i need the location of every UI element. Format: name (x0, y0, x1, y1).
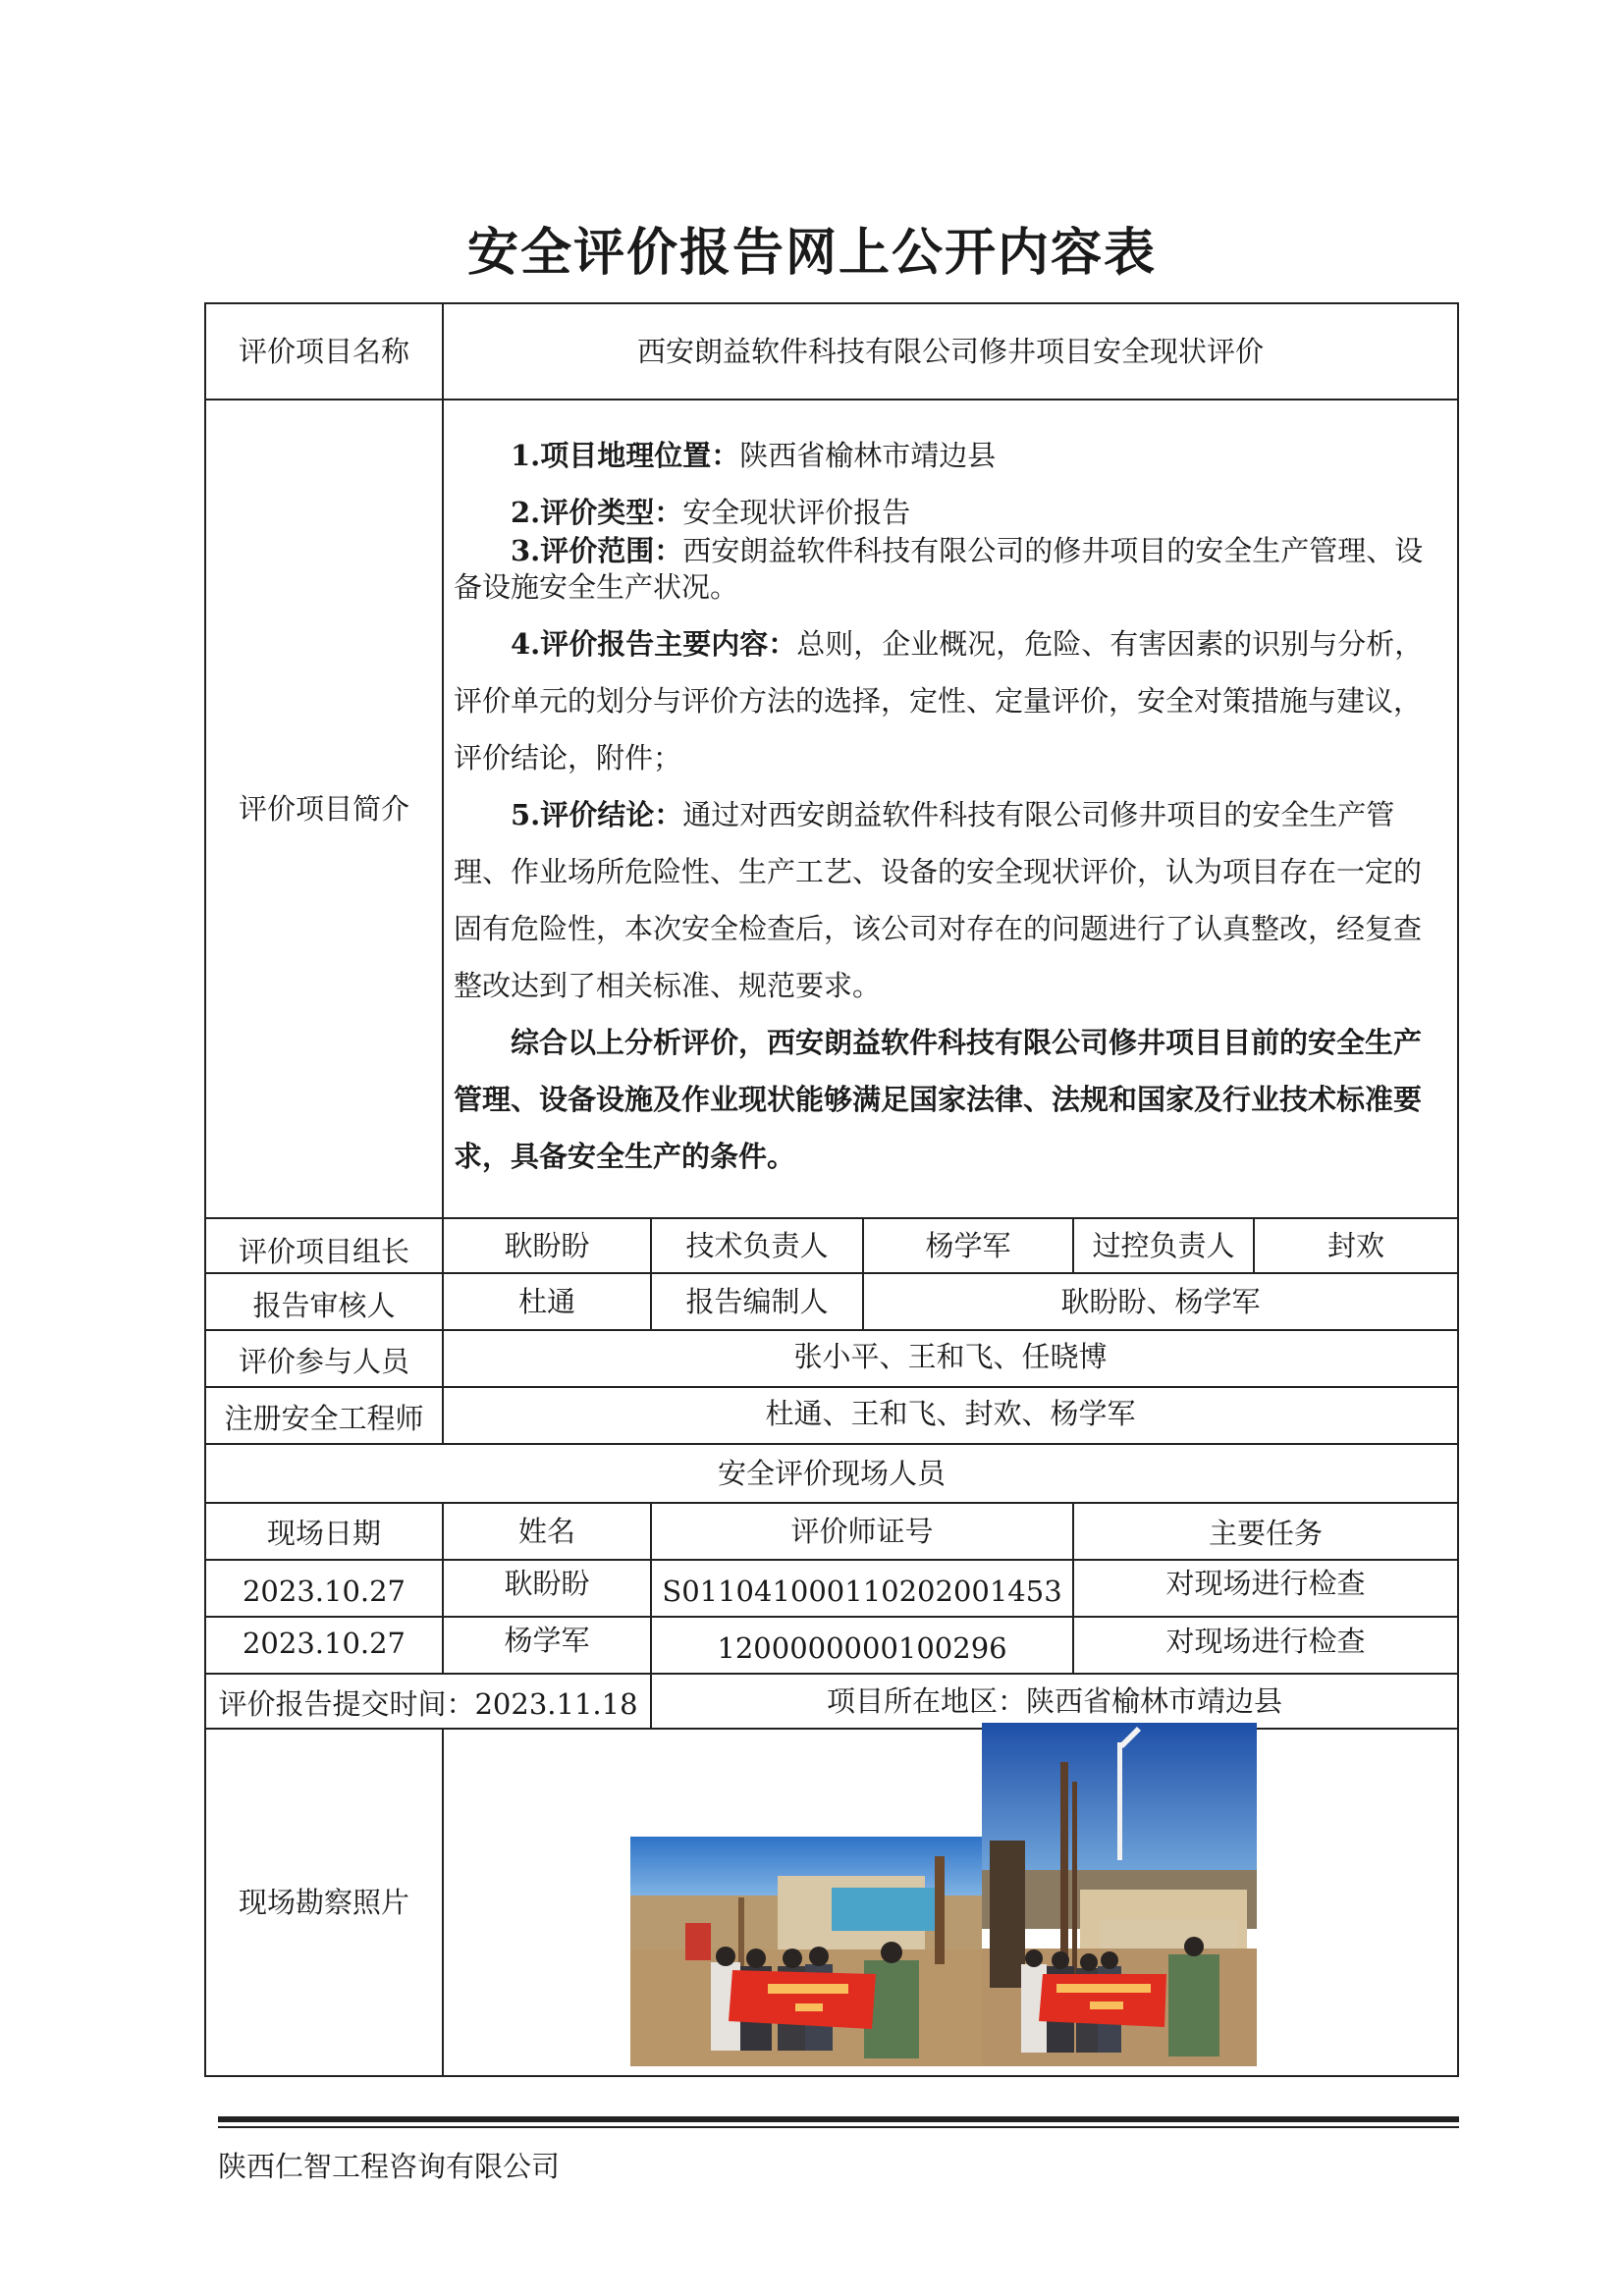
site-photo-2 (982, 1723, 1257, 2066)
participants-label: 评价参与人员 (238, 1344, 409, 1378)
table-row-task: 对现场进行检查 (1165, 1566, 1366, 1600)
table-row-task: 对现场进行检查 (1165, 1624, 1366, 1658)
reviewer-value: 杜通 (517, 1284, 575, 1318)
col-name: 姓名 (517, 1514, 575, 1548)
tech-value: 杨学军 (925, 1228, 1011, 1262)
project-region (652, 1677, 1457, 1726)
page-title: 安全评价报告网上公开内容表 (466, 224, 1157, 283)
project-name-label: 评价项目名称 (238, 334, 409, 368)
table-row-cert: S011041000110202001453 (662, 1574, 1062, 1608)
region-label: 项目所在地区： (826, 1683, 1026, 1718)
table-row-date: 2023.10.27 (242, 1626, 406, 1660)
location-text: 陕西省榆林市靖边县 (739, 439, 997, 472)
conclusion-text: 通过对西安朗益软件科技有限公司修井项目的安全生产管理、作业场所危险性、生产工艺、设备的安全现状评价，认为项目存在一定的固有危险性，本次安全检查后，该公司对存在的问题进行了认真整改，经复查整改达到了相关标准、规范要求。 (454, 798, 1423, 1002)
site-photo-1 (630, 1837, 982, 2066)
submit-date (206, 1681, 650, 1728)
onsite-header: 安全评价现场人员 (717, 1456, 946, 1490)
table-row-name: 杨学军 (504, 1623, 590, 1657)
scope-label: 3.评价范围： (511, 534, 683, 567)
photos-label: 现场勘察照片 (238, 1885, 409, 1919)
region-value: 陕西省榆林市靖边县 (1026, 1683, 1283, 1718)
leader-value: 耿盼盼 (504, 1228, 590, 1262)
intro-contents (454, 615, 1435, 786)
table-row-date: 2023.10.27 (242, 1574, 406, 1608)
table-row-cert: 1200000000100296 (717, 1630, 1007, 1665)
participants-value: 张小平、王和飞、任晓博 (793, 1339, 1108, 1373)
contents-label: 4.评价报告主要内容： (511, 627, 797, 661)
intro-summary: 综合以上分析评价，西安朗益软件科技有限公司修井项目目前的安全生产管理、设备设施及作业现状能够满足国家法律、法规和国家及行业技术标准要求，具备安全生产的条件。 (454, 1026, 1423, 1173)
intro-content (454, 427, 1435, 1185)
author-value: 耿盼盼、杨学军 (1060, 1284, 1261, 1318)
intro-scope (454, 533, 1435, 606)
engineers-label: 注册安全工程师 (224, 1401, 424, 1435)
type-label: 2.评价类型： (511, 496, 683, 529)
author-label: 报告编制人 (685, 1284, 829, 1318)
tech-label: 技术负责人 (685, 1228, 829, 1262)
location-label: 1.项目地理位置： (511, 439, 740, 472)
process-label: 过控负责人 (1092, 1228, 1235, 1262)
engineers-value: 杜通、王和飞、封欢、杨学军 (765, 1396, 1136, 1430)
intro-label: 评价项目简介 (238, 791, 409, 826)
submit-value: 2023.11.18 (474, 1686, 638, 1721)
table-row-name: 耿盼盼 (504, 1566, 590, 1600)
footer-company: 陕西仁智工程咨询有限公司 (218, 2150, 561, 2183)
conclusion-label: 5.评价结论： (511, 798, 683, 831)
leader-label: 评价项目组长 (238, 1234, 409, 1268)
project-name-value: 西安朗益软件科技有限公司修井项目安全现状评价 (636, 334, 1264, 368)
col-date: 现场日期 (266, 1516, 381, 1550)
intro-location (454, 427, 1435, 484)
intro-conclusion (454, 786, 1435, 1014)
submit-label: 评价报告提交时间： (218, 1686, 475, 1721)
col-cert: 评价师证号 (790, 1514, 934, 1548)
contents-text: 总则，企业概况，危险、有害因素的识别与分析，评价单元的划分与评价方法的选择，定性、定量评价，安全对策措施与建议，评价结论，附件； (454, 627, 1424, 774)
col-task: 主要任务 (1208, 1516, 1323, 1550)
reviewer-label: 报告审核人 (252, 1288, 396, 1322)
process-value: 封欢 (1326, 1228, 1384, 1262)
type-text: 安全现状评价报告 (682, 496, 911, 529)
scope-text: 西安朗益软件科技有限公司的修井项目的安全生产管理、设备设施安全生产状况。 (454, 534, 1424, 604)
